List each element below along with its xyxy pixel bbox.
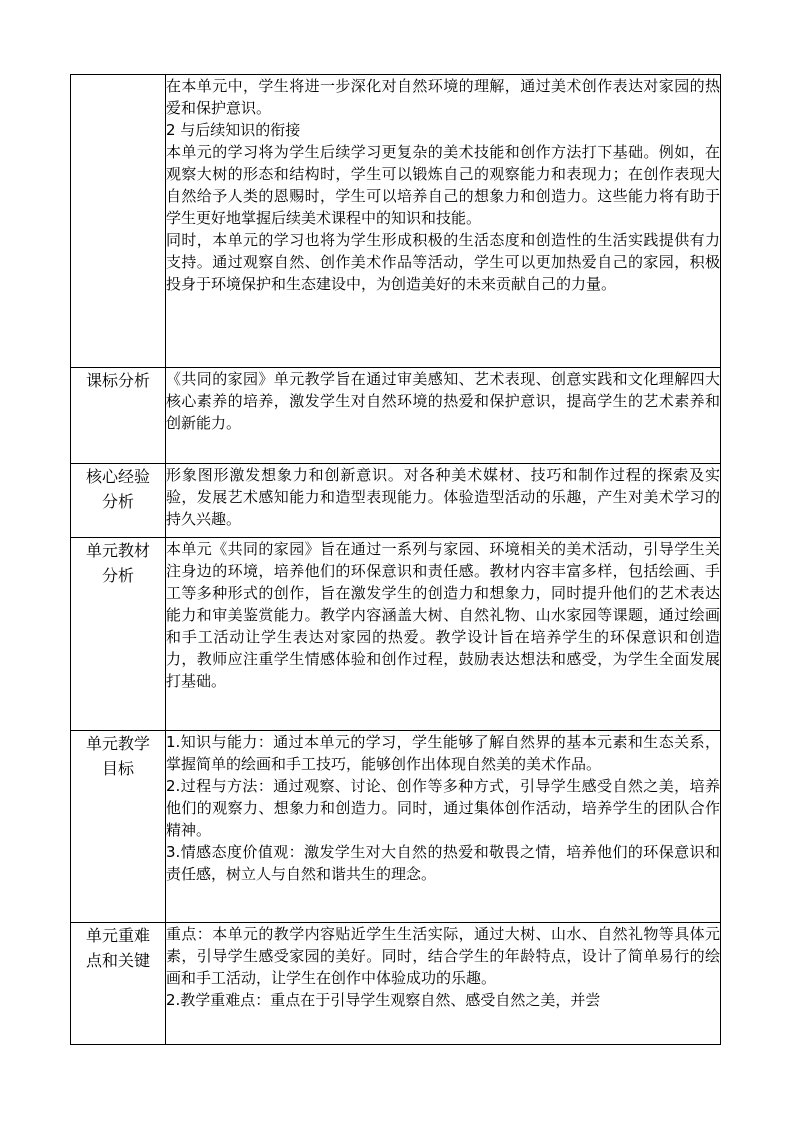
- row-label-textbook-analysis: [71, 538, 166, 731]
- label-line: 目标: [101, 759, 134, 778]
- label-line: 分析: [101, 492, 134, 511]
- row-label-teaching-goals: [71, 731, 166, 923]
- row-content-teaching-goals: [166, 731, 721, 923]
- paragraph: 本单元的学习将为学生后续学习更复杂的美术技能和创作方法打下基础。例如，在观察大树的形态和结构时，学生可以锻炼自己的观察能力和表现力；在创作表现大自然给予人类的恩赐时，学生可以培养自己的想象力和创造力。这些能力将有助于学生更好地掌握后续美术课程中的知识和技能。: [166, 143, 720, 227]
- table-row: [71, 538, 721, 731]
- table-row: [71, 731, 721, 923]
- paragraph: 3.情感态度价值观：激发学生对大自然的热爱和敬畏之情，培养他们的环保意识和责任感，树立人与自然和谐共生的理念。: [166, 843, 720, 883]
- row-content-key-difficulties: [166, 923, 721, 1045]
- paragraph: 同时，本单元的学习也将为学生形成积极的生活态度和创造性的生活实践提供有力支持。通过观察自然、创作美术作品等活动，学生可以更加热爱自己的家园，积极投身于环境保护和生态建设中，为创造美好的未来贡献自己的力量。: [166, 231, 720, 293]
- label-line: 课标分析: [85, 371, 150, 390]
- row-label-key-difficulties: [71, 923, 166, 1045]
- table-row: [71, 75, 721, 368]
- row-content-core-experience: [166, 464, 721, 538]
- paragraph: 1.知识与能力：通过本单元的学习，学生能够了解自然界的基本元素和生态关系，掌握简单的绘画和手工技巧，能够创作出体现自然美的美术作品。: [166, 733, 720, 773]
- row-label-core-experience: [71, 464, 166, 538]
- row-label-curriculum-analysis: [71, 368, 166, 464]
- label-line: 点和关键: [85, 951, 150, 970]
- row-content-curriculum-analysis: [166, 368, 721, 464]
- paragraph: 《共同的家园》单元教学旨在通过审美感知、艺术表现、创意实践和文化理解四大核心素养的培养，激发学生对自然环境的热爱和保护意识，提高学生的艺术素养和创新能力。: [166, 370, 720, 432]
- label-line: 单元教学: [85, 734, 150, 753]
- label-line: 单元重难: [85, 926, 150, 945]
- paragraph: 形象图形激发想象力和创新意识。对各种美术媒材、技巧和制作过程的探索及实验，发展艺术感知能力和造型表现能力。体验造型活动的乐趣，产生对美术学习的持久兴趣。: [166, 466, 720, 528]
- paragraph: 2 与后续知识的衔接: [166, 121, 301, 139]
- paragraph: 2.教学重难点：重点在于引导学生观察自然、感受自然之美，并尝: [166, 991, 601, 1009]
- row-content-connection: [166, 75, 721, 368]
- table-row: [71, 368, 721, 464]
- unit-analysis-table: [70, 74, 721, 1045]
- paragraph: 在本单元中，学生将进一步深化对自然环境的理解，通过美术创作表达对家园的热爱和保护意识。: [166, 77, 720, 117]
- row-content-textbook-analysis: [166, 538, 721, 731]
- paragraph: 重点：本单元的教学内容贴近学生生活实际，通过大树、山水、自然礼物等具体元素，引导学生感受家园的美好。同时，结合学生的年龄特点，设计了简单易行的绘画和手工活动，让学生在创作中体验成功的乐趣。: [166, 925, 720, 987]
- label-line: 核心经验: [85, 467, 150, 486]
- table-row: [71, 923, 721, 1045]
- table-row: [71, 464, 721, 538]
- label-line: 分析: [101, 566, 134, 585]
- paragraph: 本单元《共同的家园》旨在通过一系列与家园、环境相关的美术活动，引导学生关注身边的环境，培养他们的环保意识和责任感。教材内容丰富多样，包括绘画、手工等多种形式的创作，旨在激发学生的创造力和想象力，同时提升他们的艺术表达能力和审美鉴赏能力。教学内容涵盖大树、自然礼物、山水家园等课题，通过绘画和手工活动让学生表达对家园的热爱。教学设计旨在培养学生的环保意识和创造力，教师应注重学生情感体验和创作过程，鼓励表达想法和感受，为学生全面发展打基础。: [166, 540, 720, 690]
- paragraph: 2.过程与方法：通过观察、讨论、创作等多种方式，引导学生感受自然之美，培养他们的观察力、想象力和创造力。同时，通过集体创作活动，培养学生的团队合作精神。: [166, 777, 720, 839]
- label-line: 单元教材: [85, 541, 150, 560]
- row-label-empty: [71, 75, 166, 368]
